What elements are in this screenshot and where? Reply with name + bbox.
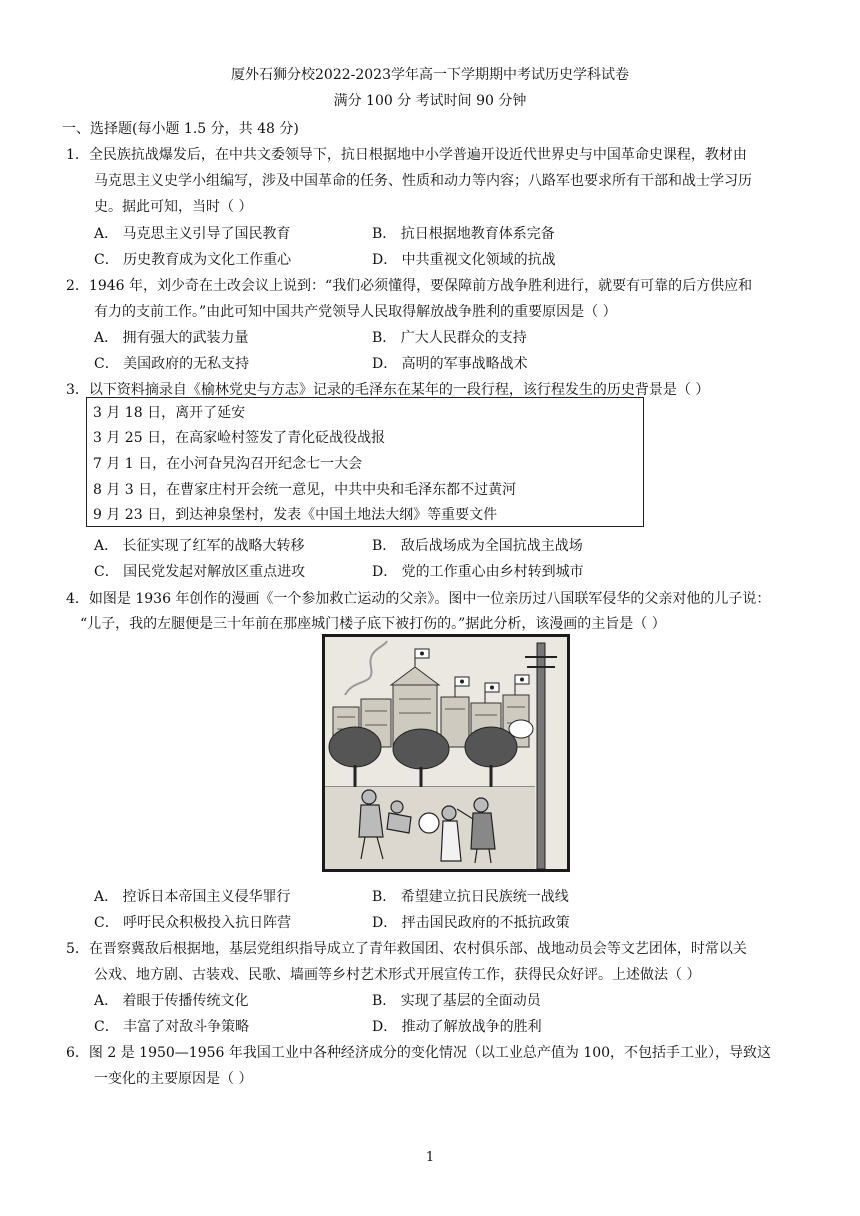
option-d: D． 党的工作重心由乡村转到城市 bbox=[372, 564, 584, 580]
question-text-line: 公戏、地方剧、古装戏、民歌、墙画等乡村艺术形式开展宣传工作，获得民众好评。上述做法（ ） bbox=[94, 967, 701, 983]
option-c: C． 呼吁民众积极投入抗日阵营 bbox=[94, 915, 292, 931]
itinerary-line: 8 月 3 日，在曹家庄村开会统一意见，中共中央和毛泽东都不过黄河 bbox=[93, 482, 517, 498]
option-b: B． 敌后战场成为全国抗战主战场 bbox=[372, 538, 583, 554]
itinerary-line: 9 月 23 日，到达神泉堡村，发表《中国土地法大纲》等重要文件 bbox=[93, 507, 498, 523]
option-a: A． 马克思主义引导了国民教育 bbox=[94, 226, 291, 242]
itinerary-line: 3 月 25 日，在高家崄村签发了青化砭战役战报 bbox=[93, 430, 386, 446]
option-a: A． 长征实现了红军的战略大转移 bbox=[94, 538, 305, 554]
option-d: D． 抨击国民政府的不抵抗政策 bbox=[372, 915, 570, 931]
cartoon-drawing bbox=[325, 637, 567, 869]
option-d: D． 推动了解放战争的胜利 bbox=[372, 1019, 542, 1035]
itinerary-line: 3 月 18 日，离开了延安 bbox=[93, 405, 246, 421]
option-a: A． 拥有强大的武装力量 bbox=[94, 330, 249, 346]
question-text-line: 4．如图是 1936 年创作的漫画《一个参加救亡运动的父亲》。图中一位亲历过八国联军侵华的父亲对他的儿子说： bbox=[66, 591, 771, 607]
option-c: C． 美国政府的无私支持 bbox=[94, 356, 250, 372]
option-b: B． 抗日根据地教育体系完备 bbox=[372, 226, 555, 242]
itinerary-line: 7 月 1 日，在小河旮旯沟召开纪念七一大会 bbox=[93, 456, 363, 472]
option-c: C． 丰富了对敌斗争策略 bbox=[94, 1019, 250, 1035]
option-c: C． 历史教育成为文化工作重心 bbox=[94, 252, 292, 268]
cartoon-illustration bbox=[322, 634, 570, 872]
question-text-line: 有力的支前工作。”由此可知中国共产党领导人民取得解放战争胜利的重要原因是（ ） bbox=[94, 304, 617, 320]
option-d: D． 中共重视文化领域的抗战 bbox=[372, 252, 556, 268]
question-text-line: 史。据此可知，当时（ ） bbox=[94, 199, 253, 215]
question-text-line: 6．图 2 是 1950—1956 年我国工业中各种经济成分的变化情况（以工业总产值为 100，不包括手工业），导致这 bbox=[66, 1045, 772, 1061]
page-number: 1 bbox=[425, 1150, 435, 1165]
option-b: B． 实现了基层的全面动员 bbox=[372, 993, 541, 1009]
itinerary-box bbox=[86, 397, 644, 527]
exam-title: 厦外石狮分校2022-2023学年高一下学期期中考试历史学科试卷 bbox=[231, 67, 629, 83]
exam-subtitle: 满分 100 分 考试时间 90 分钟 bbox=[333, 93, 527, 109]
question-text-line: 一变化的主要原因是（ ） bbox=[94, 1071, 253, 1087]
question-text-line: 1．全民族抗战爆发后，在中共文委领导下，抗日根据地中小学普遍开设近代世界史与中国革命史课程，教材由 bbox=[66, 147, 747, 163]
question-text-line: 2．1946 年，刘少奇在土改会议上说到：“我们必须懂得，要保障前方战争胜利进行，就要有可靠的后方供应和 bbox=[66, 278, 753, 294]
option-b: B． 广大人民群众的支持 bbox=[372, 330, 527, 346]
option-d: D． 高明的军事战略战术 bbox=[372, 356, 528, 372]
question-text-line: “儿子，我的左腿便是三十年前在那座城门楼子底下被打伤的。”据此分析，该漫画的主旨是（ ） bbox=[80, 616, 666, 632]
question-text-line: 3．以下资料摘录自《榆林党史与方志》记录的毛泽东在某年的一段行程，该行程发生的历史背景是（ ） bbox=[66, 382, 710, 398]
option-c: C． 国民党发起对解放区重点进攻 bbox=[94, 564, 306, 580]
question-text-line: 马克思主义史学小组编写，涉及中国革命的任务、性质和动力等内容；八路军也要求所有干部和战士学习历 bbox=[94, 173, 752, 189]
question-text-line: 5．在晋察冀敌后根据地，基层党组织指导成立了青年救国团、农村俱乐部、战地动员会等文艺团体，时常以关 bbox=[66, 941, 747, 957]
option-a: A． 着眼于传播传统文化 bbox=[94, 993, 249, 1009]
option-a: A． 控诉日本帝国主义侵华罪行 bbox=[94, 889, 291, 905]
section-heading: 一、选择题(每小题 1.5 分，共 48 分) bbox=[62, 121, 299, 137]
option-b: B． 希望建立抗日民族统一战线 bbox=[372, 889, 569, 905]
